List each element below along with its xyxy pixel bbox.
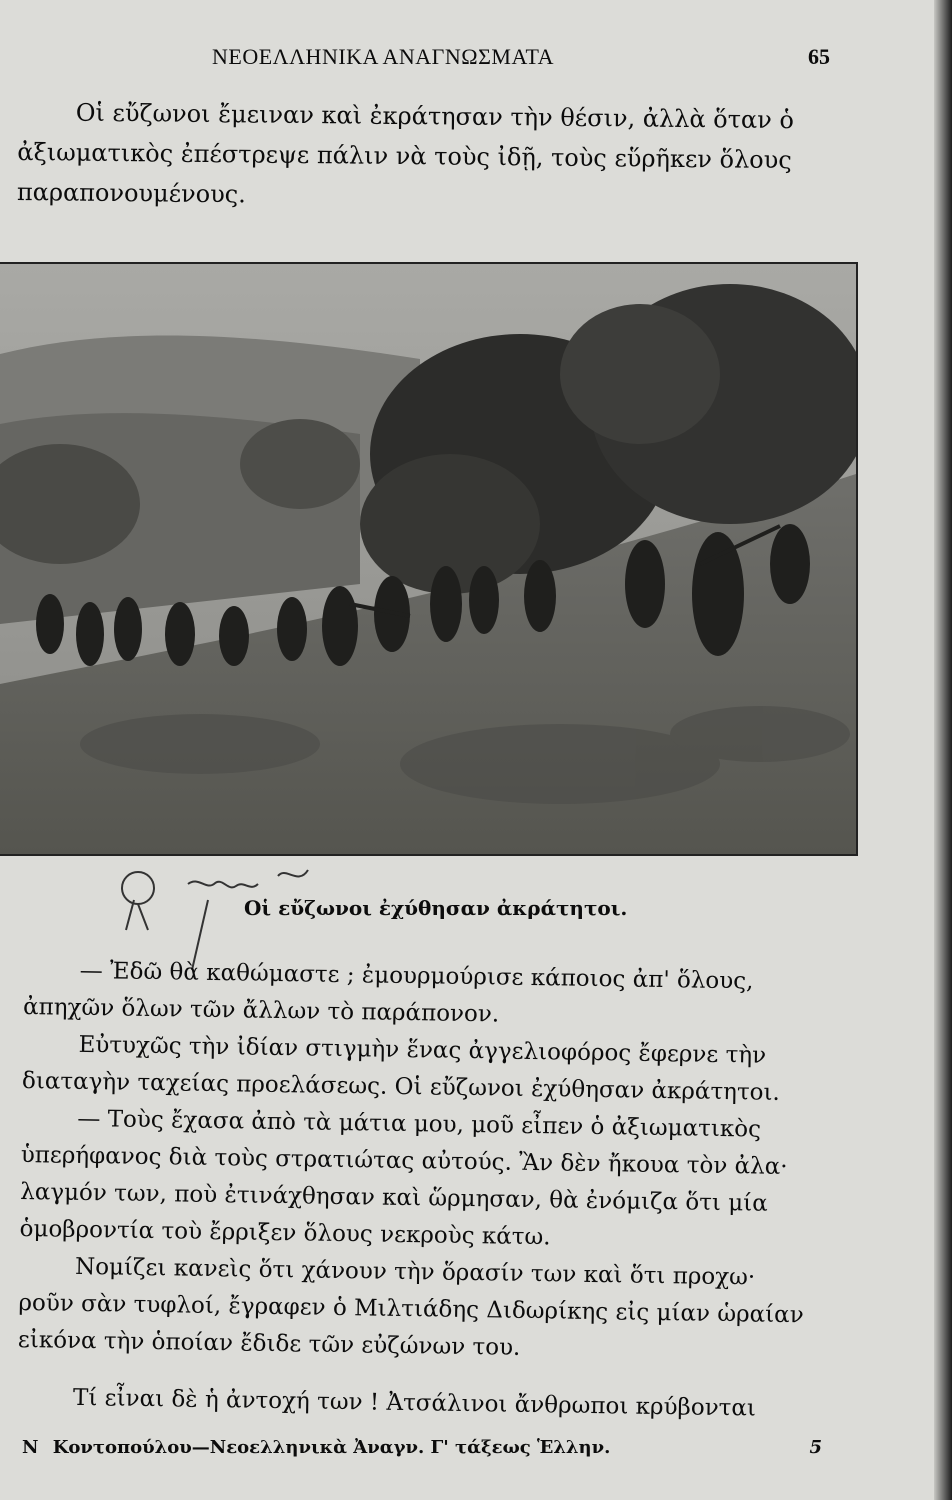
text-line: ροῦν σὰν τυφλοί, ἔγραφεν ὁ Μιλτιάδης Διδωρίκης εἰς μίαν ὡραίαν [18, 1289, 804, 1329]
text-line: Εὐτυχῶς τὴν ἰδίαν στιγμὴν ἕνας ἀγγελιοφόρος ἔφερνε τὴν [78, 1031, 767, 1069]
page-footer [22, 1437, 822, 1458]
text-line: ἀπηχῶν ὅλων τῶν ἄλλων τὸ παράπονον. [22, 993, 500, 1028]
book-signature: Κοντοπούλου—Νεοελληνικὰ Ἀναγν. Γ' τάξεως Ἑλλην. [52, 1437, 611, 1458]
text-line: — Ἐδῶ θὰ καθώμαστε ; ἐμουρμούρισε κάποιος ἀπ' ὅλους, [79, 957, 754, 995]
page-number: 65 [808, 44, 830, 69]
page-header [150, 44, 830, 74]
text-line: εἰκόνα τὴν ὁποίαν ἔδιδε τῶν εὐζώνων του. [17, 1326, 521, 1361]
top-paragraph [17, 92, 826, 220]
running-head: ΝΕΟΕΛΛΗΝΙΚΑ ΑΝΑΓΝΩΣΜΑΤΑ [212, 44, 555, 69]
printer-mark: N [22, 1437, 39, 1458]
text-line: διαταγὴν ταχείας προελάσεως. Οἱ εὔζωνοι ἐχύθησαν ἀκράτητοι. [21, 1067, 781, 1106]
text-line: λαγμόν των, ποὺ ἐτινάχθησαν καὶ ὥρμησαν, θὰ ἐνόμιζα ὅτι μία [20, 1178, 768, 1217]
text-line: Οἱ εὔζωνοι ἔμειναν καὶ ἐκράτησαν τὴν θέσιν, ἀλλὰ ὅταν ὁ [75, 98, 795, 135]
text-line: — Τοὺς ἔχασα ἀπὸ τὰ μάτια μου, μοῦ εἶπεν ὁ ἀξιωματικὸς [77, 1105, 762, 1143]
figure-caption: Οἱ εὔζωνοι ἐχύθησαν ἀκράτητοι. [244, 896, 628, 920]
body-text [17, 952, 824, 1429]
sheet-number: 5 [809, 1437, 822, 1458]
text-line: ὁμοβροντία τοὺ ἔρριξεν ὅλους νεκροὺς κάτω. [19, 1215, 551, 1251]
page-edge-shadow [934, 0, 952, 1500]
photograph [0, 262, 858, 856]
text-line: ἀξιωματικὸς ἐπέστρεψε πάλιν νὰ τοὺς ἰδῇ, τοὺς εὕρῆκεν ὅλους [17, 137, 792, 175]
text-line: Τί εἶναι δὲ ἡ ἀντοχή των ! Ἀτσάλινοι ἄνθρωποι κρύβονται [72, 1384, 757, 1422]
text-line: παραπονουμένους. [16, 177, 246, 209]
text-line: Νομίζει κανεὶς ὅτι χάνουν τὴν ὅρασίν των καὶ ὅτι προχω· [74, 1253, 756, 1291]
text-line: ὑπερήφανος διὰ τοὺς στρατιώτας αὐτούς. Ἂν δὲν ἤκουα τὸν ἀλα· [20, 1141, 788, 1181]
photo-soldiers-charging [0, 264, 856, 854]
